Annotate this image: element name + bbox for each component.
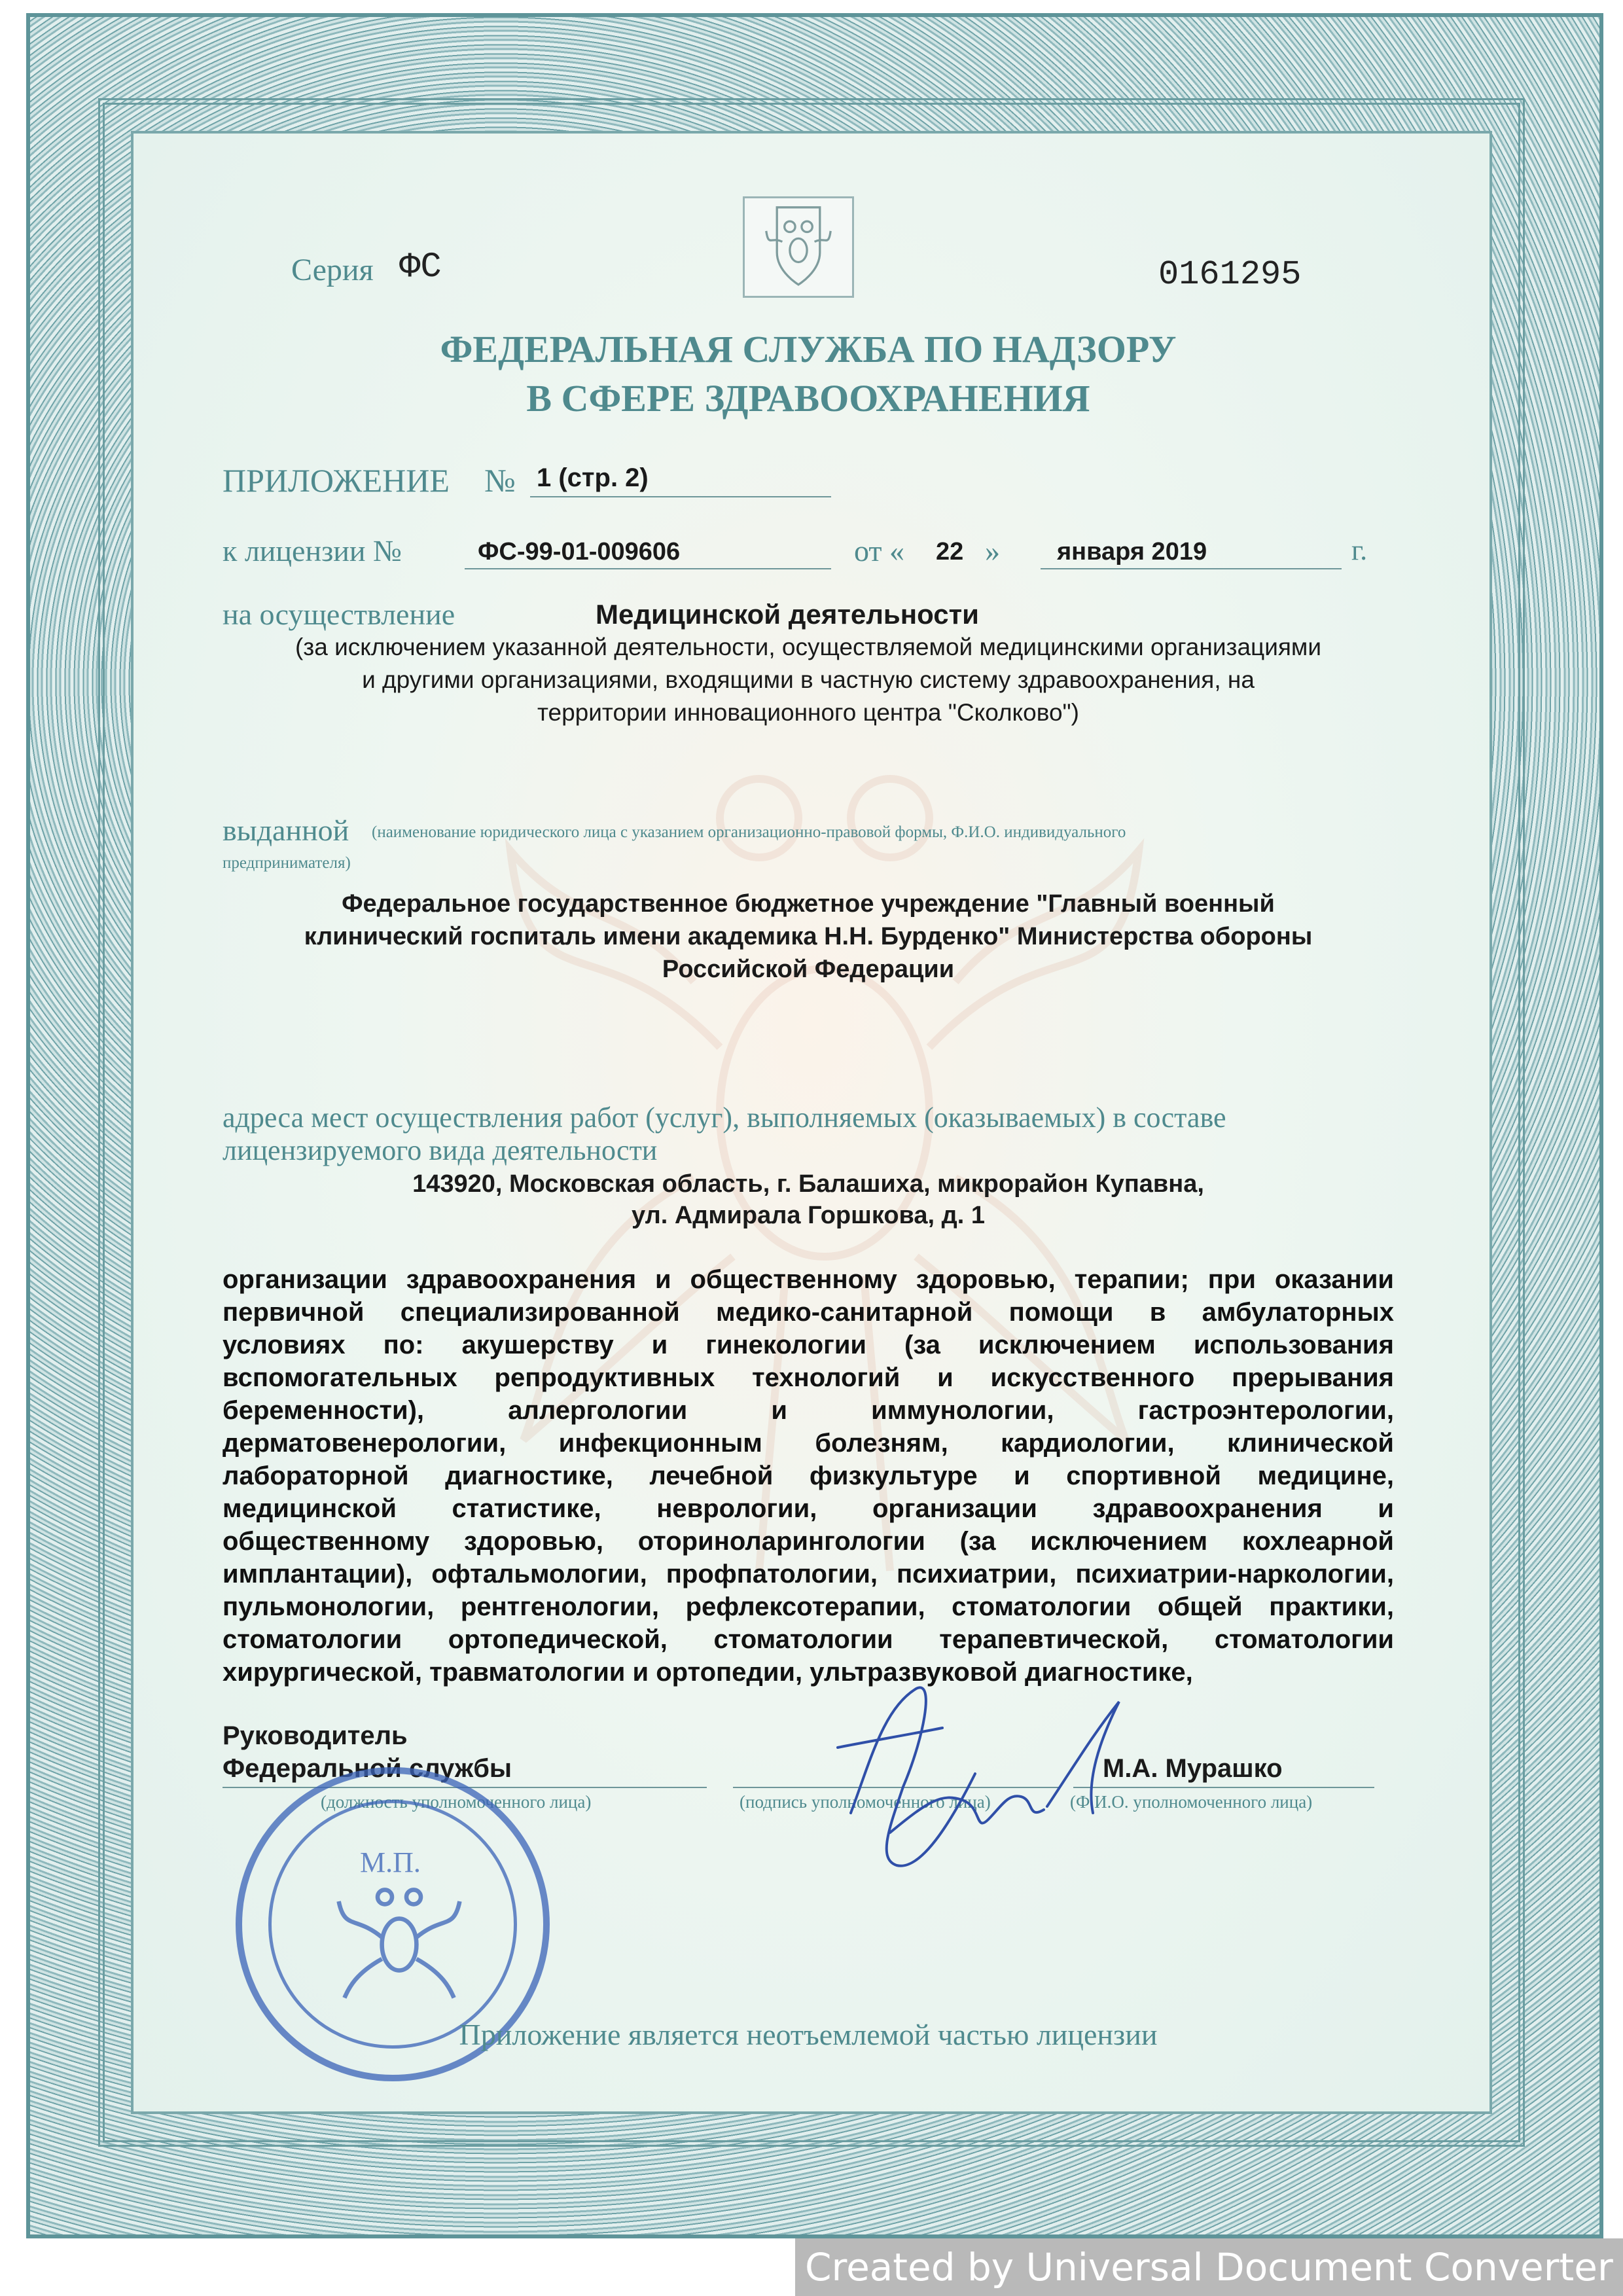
activity-label: на осуществление [223,598,455,631]
appendix-footer-note: Приложение является неотъемлемой частью лицензии [459,2018,1158,2051]
activity-note-line: территории инновационного центра "Сколково") [537,699,1080,726]
appendix-underline [530,496,831,497]
issued-hint-line1: (наименование юридического лица с указанием организационно-правовой формы, Ф.И.О. индивидуального [372,823,1126,841]
activity-note-line: и другими организациями, входящими в частную систему здравоохранения, на [362,666,1255,693]
services-line: условиях по: акушерству и гинекологии (за исключением использования [223,1331,1394,1359]
services-line: стоматологии ортопедической, стоматологии терапевтической, стоматологии [223,1625,1394,1654]
address-value-line2: ул. Адмирала Горшкова, д. 1 [631,1202,986,1229]
series-value: ФС [399,247,442,287]
license-month-year: января 2019 [1057,538,1207,565]
year-suffix: г. [1351,534,1368,566]
state-emblem-icon [743,196,854,298]
appendix-label: ПРИЛОЖЕНИЕ [223,462,450,499]
activity-name: Медицинской деятельности [596,599,979,630]
date-from-label: от « [854,534,904,567]
stamp-eagle-icon [327,1865,471,2009]
address-value-line1: 143920, Московская область, г. Балашиха, микрорайон Купавна, [412,1170,1204,1198]
series-label: Серия [291,253,374,287]
address-label-line2: лицензируемого вида деятельности [223,1134,658,1166]
issued-label: выданной [223,814,349,847]
agency-title-line2: В СФЕРЕ ЗДРАВООХРАНЕНИЯ [526,377,1090,420]
services-line: пульмонологии, рентгенологии, рефлексотерапии, стоматологии общей практики, [223,1592,1394,1621]
license-day: 22 [936,538,964,565]
services-line: медицинской статистике, неврологии, организации здравоохранения и [223,1494,1394,1523]
name-hint: (Ф.И.О. уполномоченного лица) [1070,1792,1313,1812]
signer-name: М.А. Мурашко [1103,1754,1283,1783]
services-paragraph [223,1263,1394,1689]
appendix-value: 1 (стр. 2) [537,463,649,492]
services-line: дерматовенерологии, инфекционным болезням, кардиологии, клинической [223,1429,1394,1458]
license-number: ФС-99-01-009606 [478,538,681,565]
agency-title-line1: ФЕДЕРАЛЬНАЯ СЛУЖБА ПО НАДЗОРУ [440,328,1177,370]
date-close-quote: » [985,534,1000,567]
organization-line: Федеральное государственное бюджетное учреждение "Главный военный [342,890,1275,918]
stamp-mp-text: М.П. [360,1846,421,1878]
signature-hint: (подпись уполномоченного лица) [740,1792,991,1812]
signer-position-line1: Руководитель [223,1721,408,1750]
license-label: к лицензии № [223,534,402,567]
address-label-line1: адреса мест осуществления работ (услуг), выполняемых (оказываемых) в составе [223,1102,1226,1134]
services-line: беременности), аллергологии и иммунологии, гастроэнтерологии, [223,1396,1394,1425]
services-line: вспомогательных репродуктивных технологий и искусственного прерывания [223,1363,1394,1392]
services-line: организации здравоохранения и общественному здоровью, терапии; при оказании [223,1265,1394,1294]
signer-position-line2: Федеральной службы [223,1754,512,1783]
position-hint: (должность уполномоченного лица) [321,1792,592,1812]
services-line: имплантации), офтальмологии, профпатологии, психиатрии, психиатрии-наркологии, [223,1560,1394,1588]
services-line: первичной специализированной медико-санитарной помощи в амбулаторных [223,1298,1394,1327]
services-line: лабораторной диагностике, лечебной физкультуре и спортивной медицине, [223,1462,1394,1490]
organization-line: клинический госпиталь имени академика Н.Н. Бурденко" Министерства обороны [304,923,1313,950]
services-line: общественному здоровью, оториноларингологии (за исключением кохлеарной [223,1527,1394,1556]
form-number: 0161295 [1158,255,1302,294]
license-number-underline [465,568,831,569]
issued-hint-line2: предпринимателя) [223,854,351,872]
appendix-num-sign: № [484,462,516,499]
handwritten-signature-icon [812,1662,1152,1898]
activity-note-line: (за исключением указанной деятельности, осуществляемой медицинскими организациями [294,634,1322,660]
converter-watermark-text: Created by Universal Document Converter [805,2245,1613,2289]
services-line: хирургической, травматологии и ортопедии, ультразвуковой диагностике, [223,1658,1193,1687]
license-date-underline [1041,568,1342,569]
organization-line: Российской Федерации [662,956,955,983]
